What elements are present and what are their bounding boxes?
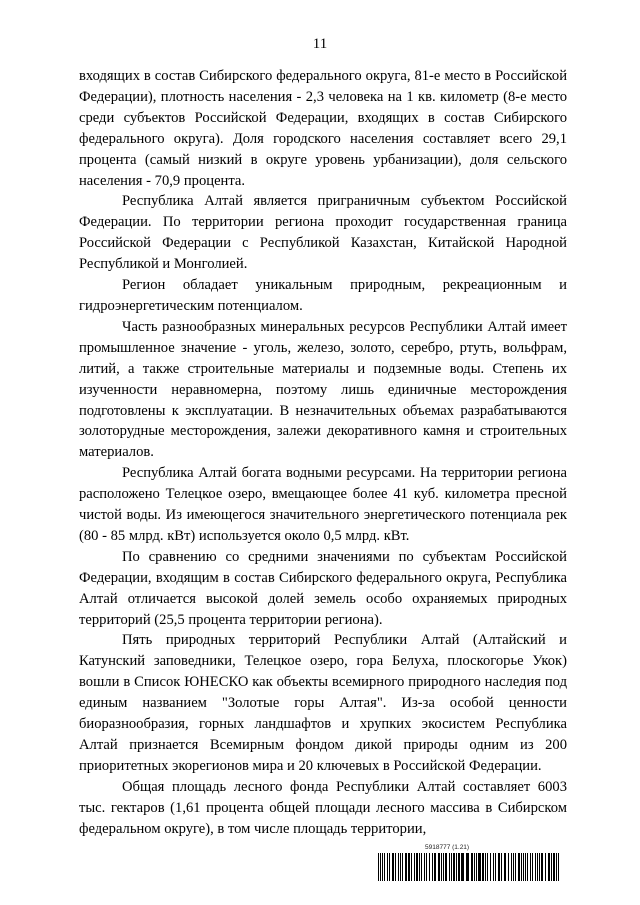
body-text: [79, 66, 567, 840]
paragraph: Пять природных территорий Республики Алтай (Алтайский и Катунский заповедники, Телецкое озеро, гора Белуха, плоскогорье Укок) вошли в Список ЮНЕСКО как объекты всемирного природного наследия под единым названием "Золотые горы Алтая". Из-за особой ценности биоразнообразия, горных ландшафтов и хрупких экосистем Республика Алтай признается Всемирным фондом дикой природы одним из 200 приоритетных экорегионов мира и 20 ключевых в Российской Федерации.: [79, 632, 567, 774]
page-number: 11: [312, 36, 328, 52]
barcode-icon: [378, 853, 561, 881]
paragraph: Часть разнообразных минеральных ресурсов Республики Алтай имеет промышленное значение - уголь, железо, золото, серебро, ртуть, вольфрам, литий, а также строительные материалы и подземные воды. Степень их изученности неравномерна, поэтому лишь единичные месторождения подготовлены к эксплуатации. В незначительных объемах разрабатываются золоторудные месторождения, залежи декоративного камня и строительных материалов.: [79, 318, 567, 461]
paragraph: Республика Алтай богата водными ресурсами. На территории региона расположено Телецкое озеро, вмещающее более 41 куб. километра пресной чистой воды. Из имеющегося значительного энергетического потенциала рек (80 - 85 млрд. кВт) используется около 0,5 млрд. кВт.: [79, 465, 567, 544]
paragraph: Общая площадь лесного фонда Республики Алтай составляет 6003 тыс. гектаров (1,61 процента общей площади лесного массива в Сибирском федеральном округе), в том числе площадь территории,: [79, 778, 567, 837]
barcode-number: 5918777 (1.21): [425, 844, 470, 851]
paragraph: Республика Алтай является приграничным субъектом Российской Федерации. По территории региона проходит государственная граница Российской Федерации с Республикой Казахстан, Китайской Народной Республикой и Монголией.: [79, 193, 567, 273]
paragraph: входящих в состав Сибирского федерального округа, 81-е место в Российской Федерации), плотность населения - 2,3 человека на 1 кв. километр (8-е место среди субъектов Российской Федерации, входящих в состав Сибирского федерального округа). Доля городского населения составляет всего 29,1 процента (самый низкий в округе уровень урбанизации), доля сельского населения - 70,9 процента.: [79, 68, 567, 189]
paragraph: Регион обладает уникальным природным, рекреационным и гидроэнергетическим потенциалом.: [79, 277, 567, 314]
paragraph: По сравнению со средними значениями по субъектам Российской Федерации, входящим в состав Сибирского федерального округа, Республика Алтай отличается высокой долей земель особо охраняемых природных территорий (25,5 процента территории региона).: [79, 548, 567, 628]
